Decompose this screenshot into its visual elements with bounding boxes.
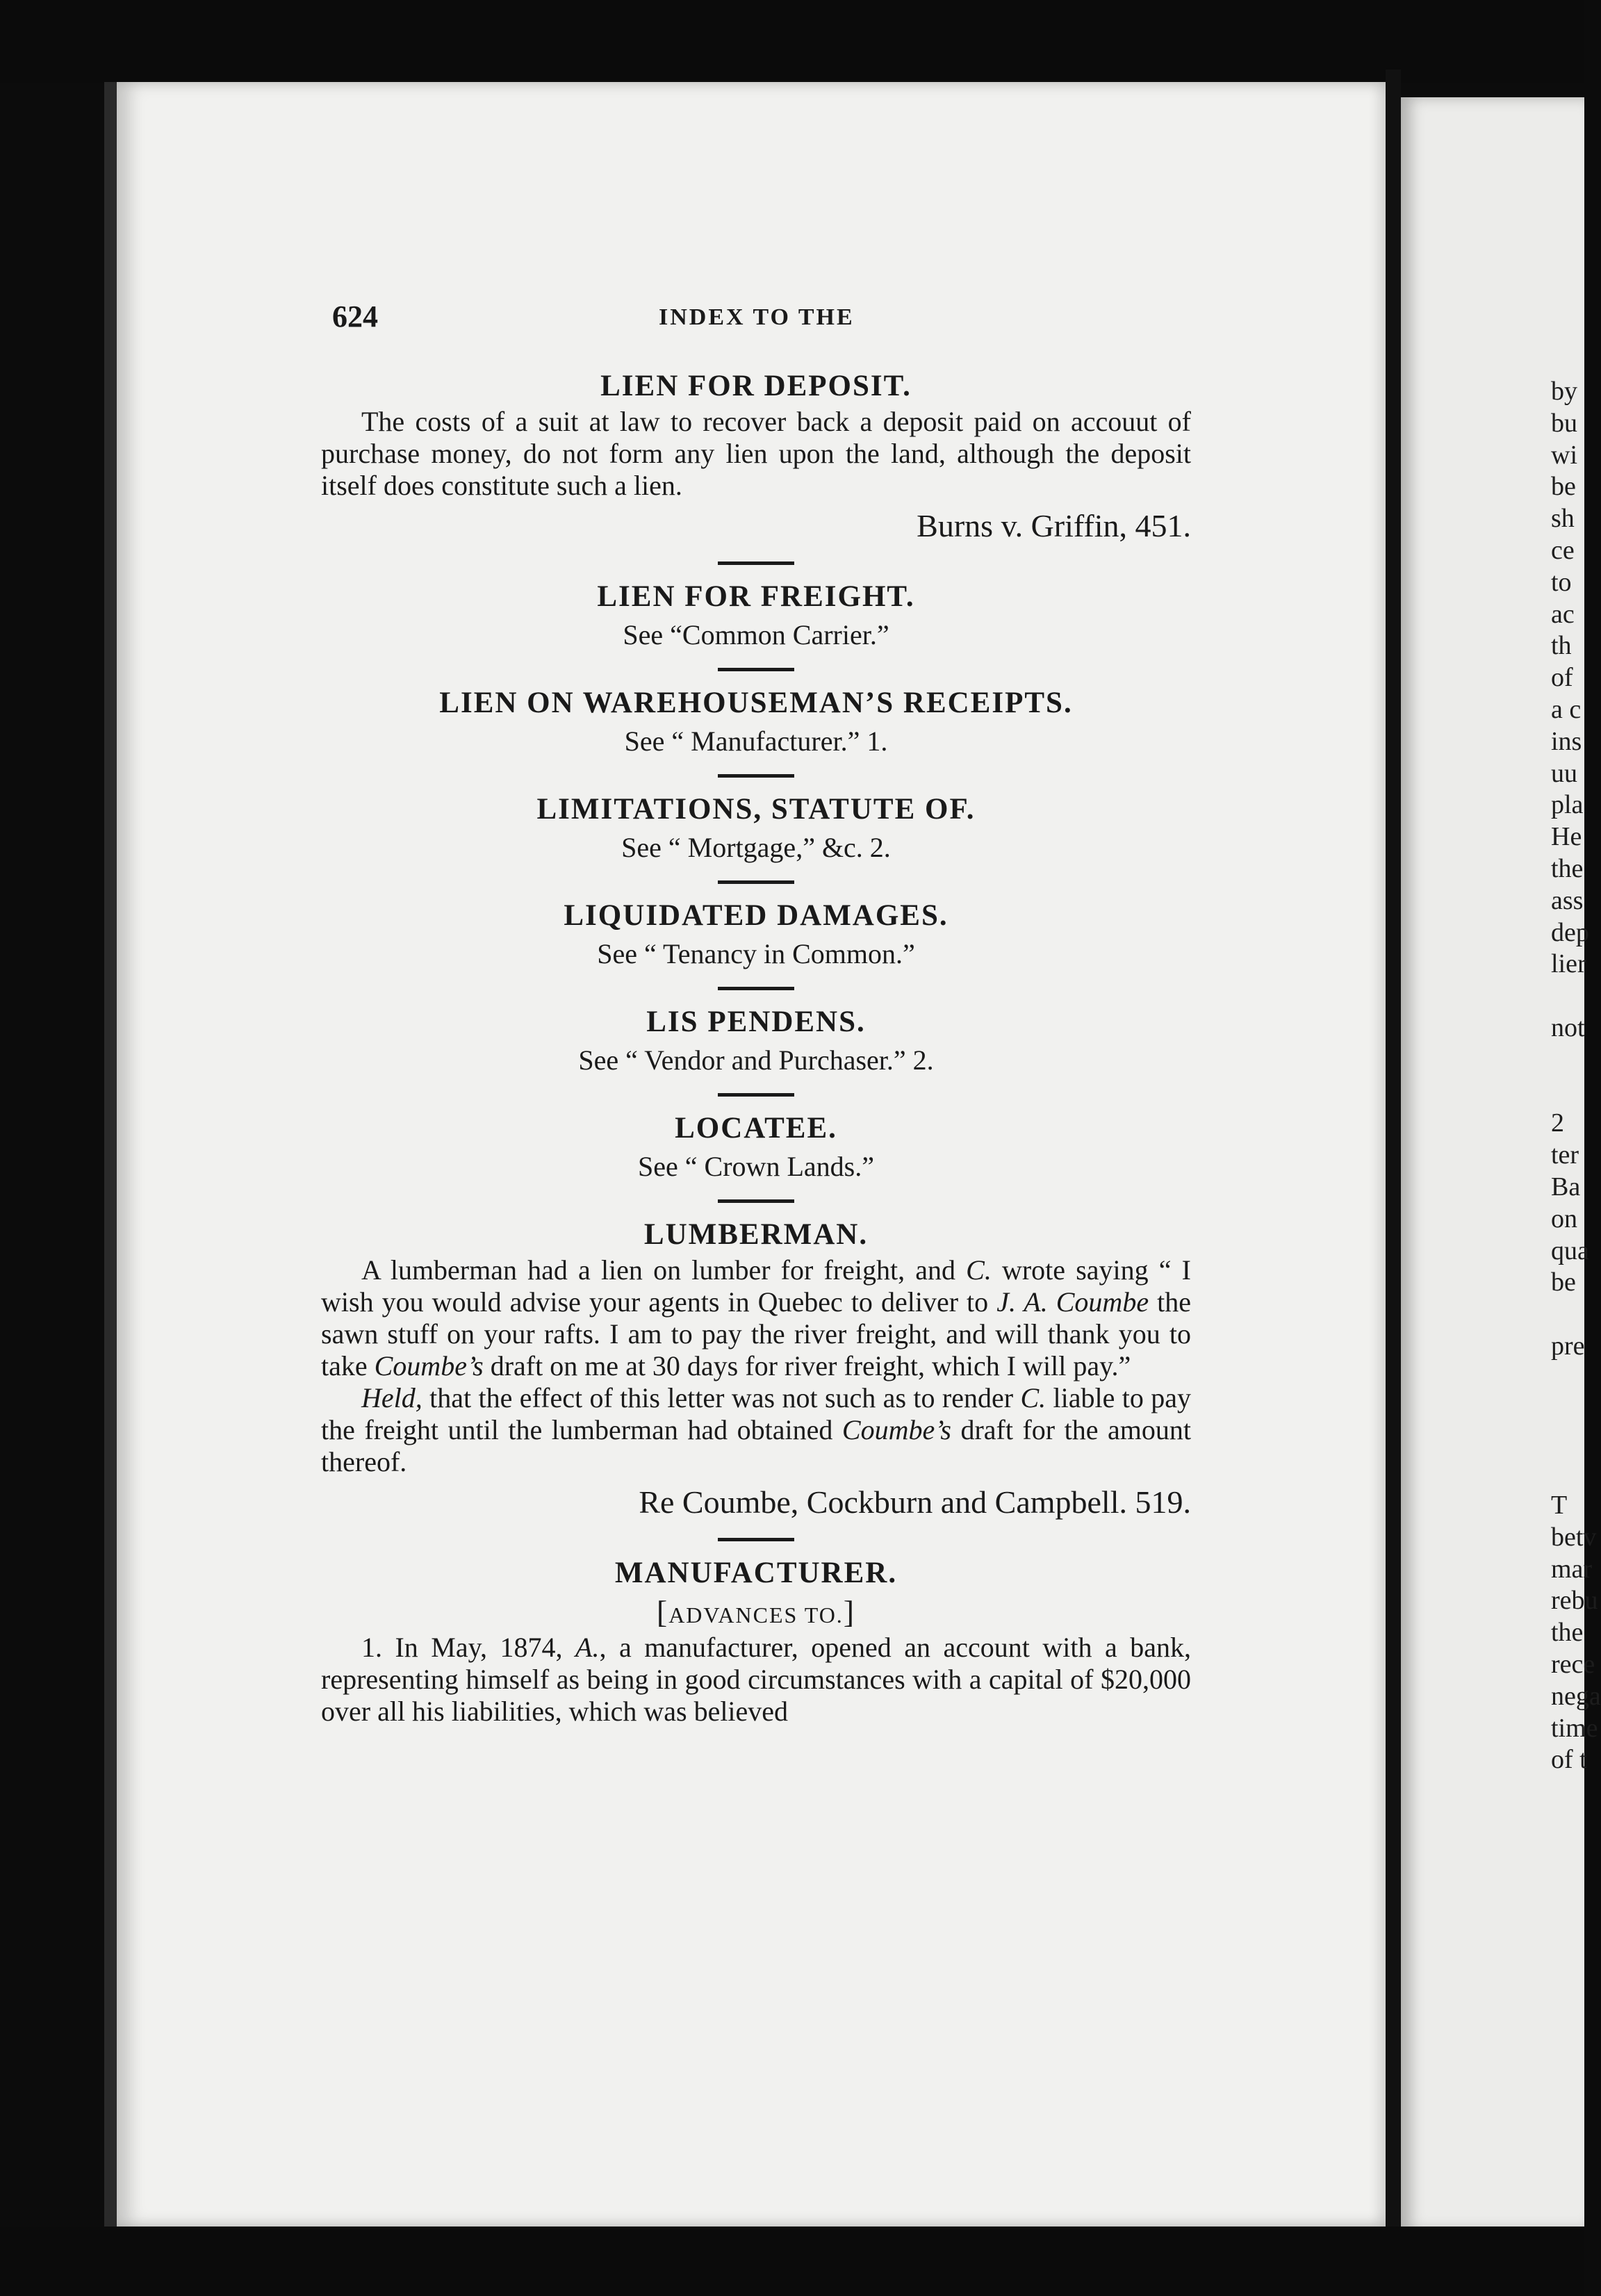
facing-page-fragment: lier: [1551, 949, 1586, 979]
cross-reference: See “Common Carrier.”: [623, 619, 889, 650]
cross-reference: See “ Crown Lands.”: [638, 1151, 874, 1182]
facing-page-fragment: uu: [1551, 758, 1577, 788]
entry-text-lumberman: A lumberman had a lien on lumber for freight, and C. wrote saying “ I wish you would advise your agents in Quebec to deliver to J. A. Coumbe the sawn stuff on your rafts. I am to pay the river freight, and will thank you to take Coumbe’s draft on me at 30 days for river freight, which I will pay.”: [321, 1254, 1191, 1381]
facing-page-fragment: nega: [1551, 1681, 1601, 1711]
facing-page-fragment: a c: [1551, 695, 1582, 724]
facing-page-fragment: sh: [1551, 504, 1575, 534]
section-rule: [718, 668, 794, 671]
entry-text-manufacturer: 1. In May, 1874, A., a manufacturer, opened an account with a bank, representing himself as being in good circumstances with a capital of $20,000 over all his liabilities, which was believed: [321, 1632, 1191, 1727]
facing-page-fragment: of t: [1551, 1745, 1587, 1775]
entry-heading-liquidated-damages: LIQUIDATED DAMAGES.: [564, 899, 949, 932]
facing-page-fragment: T: [1551, 1491, 1568, 1520]
page-header: [332, 299, 1188, 341]
facing-page-fragment: pla: [1551, 790, 1584, 820]
facing-page-fragment: He: [1551, 822, 1582, 852]
entry-holding-lumberman: Held, that the effect of this letter was not such as to render C. liable to pay the freight until the lumberman had obtained Coumbe’s draft for the amount thereof.: [321, 1382, 1191, 1477]
facing-page-fragment: time: [1551, 1713, 1598, 1743]
case-citation: Re Coumbe, Cockburn and Campbell. 519.: [639, 1484, 1191, 1520]
section-rule: [718, 774, 794, 778]
facing-page-fragment: ce: [1551, 536, 1575, 565]
cross-reference: See “ Vendor and Purchaser.” 2.: [578, 1044, 934, 1076]
entry-heading-lis-pendens: LIS PENDENS.: [646, 1006, 866, 1038]
facing-page-fragment: by: [1551, 377, 1577, 406]
facing-page-fragment: rebu: [1551, 1586, 1598, 1616]
facing-page-fragment: betv: [1551, 1522, 1597, 1552]
scan-border-bottom: [0, 2227, 1584, 2296]
book-gutter: [1386, 69, 1401, 2238]
section-rule: [718, 1093, 794, 1097]
facing-page-fragment: pre: [1551, 1331, 1585, 1361]
facing-page-fragment: ass: [1551, 885, 1584, 915]
facing-page-fragment: bu: [1551, 408, 1577, 438]
facing-page-fragment: dep: [1551, 917, 1589, 947]
facing-page-fragment: ins: [1551, 726, 1582, 756]
facing-page-fragment: rece: [1551, 1650, 1595, 1679]
scan-border-top: [0, 0, 1584, 83]
facing-page-fragment: Ba: [1551, 1172, 1581, 1202]
page-number: 624: [332, 300, 378, 334]
facing-page-fragment: ac: [1551, 599, 1575, 629]
running-head: INDEX TO THE: [659, 304, 855, 330]
cross-reference: See “ Mortgage,” &c. 2.: [621, 832, 891, 863]
facing-page-fragment: qua: [1551, 1236, 1589, 1265]
facing-page-fragment: not: [1551, 1013, 1585, 1042]
entry-heading-lien-warehouseman: LIEN ON WAREHOUSEMAN’S RECEIPTS.: [439, 687, 1073, 719]
cross-reference: See “ Manufacturer.” 1.: [624, 725, 888, 757]
section-rule: [718, 1199, 794, 1203]
section-rule: [718, 1538, 794, 1541]
entry-heading-limitations: LIMITATIONS, STATUTE OF.: [536, 793, 976, 826]
facing-page-fragment: of: [1551, 663, 1573, 693]
facing-page-fragment: mar: [1551, 1554, 1593, 1584]
facing-page-fragment: 2: [1551, 1108, 1564, 1138]
facing-page-fragment: on: [1551, 1204, 1577, 1233]
entry-heading-lumberman: LUMBERMAN.: [643, 1218, 869, 1251]
facing-page-fragment: the: [1551, 1618, 1584, 1648]
facing-page-fragment: be: [1551, 1268, 1576, 1297]
section-rule: [718, 880, 794, 884]
entry-text-lien-for-deposit: The costs of a suit at law to recover back a deposit paid on accouut of purchase money, do not form any lien upon the land, although the deposit itself does constitute such a lien.: [321, 406, 1191, 501]
section-rule: [718, 561, 794, 565]
facing-page-fragment: ter: [1551, 1140, 1579, 1170]
case-citation: Burns v. Griffin, 451.: [917, 508, 1191, 543]
entry-heading-lien-for-freight: LIEN FOR FREIGHT.: [597, 580, 915, 613]
facing-page-fragment: th: [1551, 631, 1572, 661]
cross-reference: See “ Tenancy in Common.”: [597, 938, 915, 969]
facing-page-fragment: wi: [1551, 440, 1577, 470]
entry-heading-lien-for-deposit: LIEN FOR DEPOSIT.: [600, 370, 912, 402]
section-rule: [718, 987, 794, 990]
index-column: [321, 367, 1191, 1728]
entry-subheading: [ADVANCES TO.]: [656, 1594, 856, 1630]
facing-page-fragment: be: [1551, 472, 1576, 502]
facing-page-fragment: to: [1551, 567, 1572, 597]
entry-heading-locatee: LOCATEE.: [675, 1112, 837, 1145]
entry-heading-manufacturer: MANUFACTURER.: [614, 1557, 898, 1589]
facing-page-fragment: the: [1551, 854, 1584, 883]
